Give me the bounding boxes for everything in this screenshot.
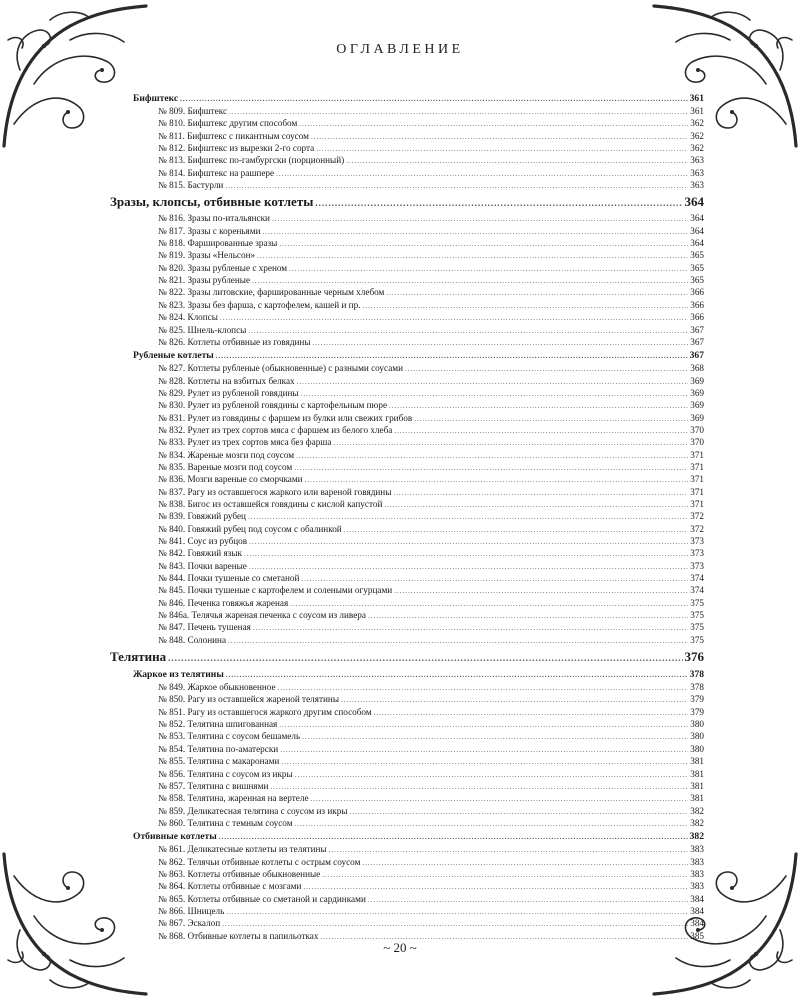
toc-entry-title: № 829. Рулет из рубленой говядины bbox=[158, 387, 299, 398]
toc-entry-page-number: 374 bbox=[690, 585, 704, 596]
dot-leader bbox=[294, 462, 688, 473]
toc-entry bbox=[110, 486, 704, 498]
toc-entry-page-number: 383 bbox=[690, 856, 704, 867]
dot-leader bbox=[263, 226, 689, 237]
toc-entry-page-number: 369 bbox=[690, 400, 704, 411]
toc-entry-page-number: 380 bbox=[690, 743, 704, 754]
dot-leader bbox=[333, 437, 688, 448]
toc-entry-title: № 818. Фаршированные зразы bbox=[158, 238, 278, 249]
toc-entry-title: № 866. Шницель bbox=[158, 905, 225, 916]
toc-entry bbox=[110, 299, 704, 311]
dot-leader bbox=[229, 106, 688, 117]
toc-entry-title: № 851. Рагу из оставшегося жаркого другим способом bbox=[158, 706, 372, 717]
toc-entry-page-number: 381 bbox=[690, 756, 704, 767]
toc-entry bbox=[110, 436, 704, 448]
dot-leader bbox=[384, 499, 688, 510]
dot-leader bbox=[222, 918, 688, 929]
toc-entry-title: № 831. Рулет из говядины с фаршем из булки или свежих грибов bbox=[158, 412, 413, 423]
toc-entry-title: № 834. Жареные мозги под соусом bbox=[158, 449, 295, 460]
dot-leader bbox=[322, 869, 688, 880]
dot-leader bbox=[394, 425, 688, 436]
dot-leader bbox=[393, 487, 688, 498]
page-title: ОГЛАВЛЕНИЕ bbox=[336, 42, 464, 57]
dot-leader bbox=[350, 806, 689, 817]
toc-entry bbox=[110, 917, 704, 929]
toc-entry-title: № 867. Эскалоп bbox=[158, 918, 221, 929]
toc-entry-title: № 817. Зразы с кореньями bbox=[158, 225, 261, 236]
toc-entry bbox=[110, 868, 704, 880]
toc-entry bbox=[110, 856, 704, 868]
toc-entry-page-number: 381 bbox=[690, 780, 704, 791]
toc-entry-page-number: 364 bbox=[690, 225, 704, 236]
toc-entry bbox=[110, 225, 704, 237]
toc-entry bbox=[110, 510, 704, 522]
toc-entry bbox=[110, 212, 704, 224]
toc-entry bbox=[110, 179, 704, 191]
toc-entry-page-number: 371 bbox=[690, 449, 704, 460]
toc-entry-title: № 811. Бифштекс с пикантным соусом bbox=[158, 130, 309, 141]
toc-entry-page-number: 382 bbox=[690, 817, 704, 828]
toc-subsection-heading bbox=[110, 349, 704, 362]
toc-entry bbox=[110, 461, 704, 473]
toc-entry-page-number: 365 bbox=[690, 250, 704, 261]
toc-entry-title: № 858. Телятина, жаренная на вертеле bbox=[158, 793, 309, 804]
dot-leader bbox=[280, 744, 688, 755]
toc-entry-title: № 861. Деликатесные котлеты из телятины bbox=[158, 844, 327, 855]
dot-leader bbox=[301, 388, 689, 399]
toc-entry-title: № 814. Бифштекс на рашпере bbox=[158, 167, 275, 178]
table-of-contents bbox=[110, 91, 704, 942]
dot-leader bbox=[295, 818, 689, 829]
toc-entry-title: № 862. Телячьи отбивные котлеты с острым соусом bbox=[158, 856, 361, 867]
toc-entry-page-number: 375 bbox=[690, 622, 704, 633]
toc-section-heading bbox=[110, 647, 704, 667]
toc-entry-title: № 848. Солонина bbox=[158, 634, 227, 645]
dot-leader bbox=[226, 669, 688, 681]
toc-entry-title: № 856. Телятина с соусом из икры bbox=[158, 768, 293, 779]
toc-entry-title: № 839. Говяжий рубец bbox=[158, 511, 246, 522]
toc-entry bbox=[110, 105, 704, 117]
toc-entry bbox=[110, 880, 704, 892]
toc-entry-page-number: 384 bbox=[690, 918, 704, 929]
dot-leader bbox=[272, 213, 688, 224]
toc-entry-title: № 830. Рулет из рубленой говядины с картофельным пюре bbox=[158, 400, 388, 411]
dot-leader bbox=[405, 363, 688, 374]
toc-entry bbox=[110, 154, 704, 166]
toc-entry bbox=[110, 130, 704, 142]
toc-entry-title: № 826. Котлеты отбивные из говядины bbox=[158, 336, 311, 347]
toc-entry bbox=[110, 905, 704, 917]
toc-entry-page-number: 384 bbox=[690, 893, 704, 904]
toc-entry-title: № 844. Почки тушеные со сметаной bbox=[158, 573, 300, 584]
dot-leader bbox=[228, 635, 688, 646]
toc-entry-page-number: 364 bbox=[690, 213, 704, 224]
toc-entry bbox=[110, 843, 704, 855]
dot-leader bbox=[279, 238, 688, 249]
dot-leader bbox=[168, 648, 682, 667]
dot-leader bbox=[281, 756, 688, 767]
toc-entry-title: № 853. Телятина с соусом бешамель bbox=[158, 731, 301, 742]
dot-leader bbox=[329, 844, 689, 855]
dot-leader bbox=[389, 400, 688, 411]
toc-entry bbox=[110, 792, 704, 804]
toc-entry bbox=[110, 449, 704, 461]
toc-entry-page-number: 362 bbox=[690, 143, 704, 154]
toc-entry-page-number: 373 bbox=[690, 548, 704, 559]
toc-entry-title: № 837. Рагу из оставшегося жаркого или вареной говядины bbox=[158, 486, 392, 497]
toc-entry-title: Жаркое из телятины bbox=[133, 669, 224, 681]
toc-entry-page-number: 374 bbox=[690, 573, 704, 584]
toc-entry-page-number: 367 bbox=[690, 324, 704, 335]
toc-entry bbox=[110, 523, 704, 535]
toc-entry-title: № 855. Телятина с макаронами bbox=[158, 756, 280, 767]
dot-leader bbox=[302, 731, 688, 742]
toc-entry-title: № 846. Печенка говяжья жареная bbox=[158, 597, 289, 608]
toc-entry-page-number: 371 bbox=[690, 461, 704, 472]
toc-entry bbox=[110, 336, 704, 348]
toc-entry-title: № 840. Говяжий рубец под соусом с обалинкой bbox=[158, 523, 342, 534]
toc-entry-page-number: 363 bbox=[690, 155, 704, 166]
dot-leader bbox=[295, 769, 689, 780]
toc-entry-title: № 849. Жаркое обыкновенное bbox=[158, 682, 276, 693]
toc-entry bbox=[110, 560, 704, 572]
toc-entry-page-number: 372 bbox=[690, 511, 704, 522]
dot-leader bbox=[180, 93, 687, 105]
toc-entry-page-number: 367 bbox=[690, 336, 704, 347]
toc-entry-page-number: 368 bbox=[690, 363, 704, 374]
toc-entry-page-number: 375 bbox=[690, 634, 704, 645]
dot-leader bbox=[216, 350, 688, 362]
toc-entry-page-number: 382 bbox=[690, 805, 704, 816]
dot-leader bbox=[368, 610, 688, 621]
toc-entry-title: № 824. Клопсы bbox=[158, 312, 218, 323]
toc-entry-title: № 850. Рагу из оставшейся жареной телятины bbox=[158, 694, 339, 705]
toc-entry bbox=[110, 706, 704, 718]
toc-entry-page-number: 365 bbox=[690, 275, 704, 286]
dot-leader bbox=[296, 450, 688, 461]
toc-entry-title: № 836. Мозги вареные со сморчками bbox=[158, 474, 303, 485]
toc-entry bbox=[110, 780, 704, 792]
toc-entry bbox=[110, 634, 704, 646]
toc-entry bbox=[110, 755, 704, 767]
toc-entry-title: № 865. Котлеты отбивные со сметаной и сардинками bbox=[158, 893, 366, 904]
dot-leader bbox=[368, 894, 688, 905]
dot-leader bbox=[290, 598, 688, 609]
dot-leader bbox=[249, 536, 688, 547]
toc-entry-page-number: 363 bbox=[690, 180, 704, 191]
toc-entry bbox=[110, 609, 704, 621]
dot-leader bbox=[248, 511, 688, 522]
dot-leader bbox=[297, 376, 689, 387]
toc-entry-page-number: 375 bbox=[690, 597, 704, 608]
toc-entry bbox=[110, 743, 704, 755]
toc-entry-page-number: 371 bbox=[690, 474, 704, 485]
toc-entry bbox=[110, 893, 704, 905]
toc-entry bbox=[110, 249, 704, 261]
toc-entry-title: № 838. Бигос из оставшейся говядины с кислой капустой bbox=[158, 498, 383, 509]
toc-entry-page-number: 384 bbox=[690, 905, 704, 916]
toc-entry-page-number: 371 bbox=[690, 498, 704, 509]
toc-entry bbox=[110, 681, 704, 693]
toc-entry bbox=[110, 237, 704, 249]
toc-entry-page-number: 361 bbox=[689, 93, 704, 104]
toc-entry bbox=[110, 621, 704, 633]
toc-entry bbox=[110, 311, 704, 323]
toc-entry-title: № 842. Говяжий язык bbox=[158, 548, 242, 559]
toc-entry bbox=[110, 817, 704, 829]
toc-entry-page-number: 370 bbox=[690, 424, 704, 435]
toc-entry-title: Зразы, клопсы, отбивные котлеты bbox=[110, 194, 314, 210]
toc-entry-page-number: 367 bbox=[689, 350, 704, 362]
toc-entry-title: № 815. Бастурли bbox=[158, 180, 224, 191]
toc-entry bbox=[110, 572, 704, 584]
toc-entry-page-number: 366 bbox=[690, 287, 704, 298]
toc-entry bbox=[110, 693, 704, 705]
toc-entry-title: № 810. Бифштекс другим способом bbox=[158, 118, 298, 129]
toc-entry-title: № 833. Рулет из трех сортов мяса без фарша bbox=[158, 437, 332, 448]
toc-entry-title: Телятина bbox=[110, 649, 167, 665]
toc-entry-title: № 859. Деликатесная телятина с соусом из икры bbox=[158, 805, 348, 816]
toc-entry bbox=[110, 387, 704, 399]
toc-entry-page-number: 379 bbox=[690, 694, 704, 705]
toc-entry bbox=[110, 473, 704, 485]
toc-entry-page-number: 383 bbox=[690, 868, 704, 879]
toc-entry-title: № 852. Телятина шпигованная bbox=[158, 719, 278, 730]
toc-entry-title: № 816. Зразы по-итальянски bbox=[158, 213, 270, 224]
toc-entry-title: Бифштекс bbox=[133, 93, 179, 104]
toc-entry-title: № 854. Телятина по-аматерски bbox=[158, 743, 279, 754]
toc-entry-page-number: 382 bbox=[689, 831, 704, 843]
toc-entry-title: № 813. Бифштекс по-гамбургски (порционный) bbox=[158, 155, 345, 166]
dot-leader bbox=[289, 263, 688, 274]
toc-entry-title: № 812. Бифштекс из вырезки 2-го сорта bbox=[158, 143, 315, 154]
toc-entry-page-number: 383 bbox=[690, 844, 704, 855]
toc-entry-page-number: 385 bbox=[690, 930, 704, 941]
toc-entry-page-number: 366 bbox=[690, 299, 704, 310]
toc-entry-page-number: 362 bbox=[690, 130, 704, 141]
toc-subsection-heading bbox=[110, 92, 704, 105]
toc-entry bbox=[110, 324, 704, 336]
toc-entry bbox=[110, 768, 704, 780]
toc-entry-page-number: 361 bbox=[690, 106, 704, 116]
toc-entry-page-number: 383 bbox=[690, 881, 704, 892]
dot-leader bbox=[414, 413, 688, 424]
toc-entry-title: № 847. Печень тушеная bbox=[158, 622, 251, 633]
toc-entry-page-number: 379 bbox=[690, 706, 704, 717]
dot-leader bbox=[301, 573, 688, 584]
dot-leader bbox=[315, 193, 682, 212]
toc-entry-page-number: 376 bbox=[684, 649, 704, 665]
toc-entry-title: № 821. Зразы рубленые bbox=[158, 275, 251, 286]
dot-leader bbox=[226, 906, 688, 917]
dot-leader bbox=[253, 622, 688, 633]
toc-entry bbox=[110, 262, 704, 274]
dot-leader bbox=[394, 585, 688, 596]
toc-entry bbox=[110, 718, 704, 730]
toc-entry bbox=[110, 274, 704, 286]
toc-entry bbox=[110, 362, 704, 374]
toc-entry bbox=[110, 547, 704, 559]
toc-entry-title: № 857. Телятина с вишнями bbox=[158, 780, 269, 791]
toc-entry-page-number: 380 bbox=[690, 719, 704, 730]
toc-entry-title: № 825. Шнель-клопсы bbox=[158, 324, 247, 335]
dot-leader bbox=[374, 707, 689, 718]
toc-entry-title: № 846а. Телячья жареная печенка с соусом из ливера bbox=[158, 610, 366, 621]
toc-entry-title: № 863. Котлеты отбивные обыкновенные bbox=[158, 868, 321, 879]
toc-entry-title: № 864. Котлеты отбивные с мозгами bbox=[158, 881, 302, 892]
toc-entry-title: № 823. Зразы без фарша, с картофелем, кашей и пр. bbox=[158, 299, 361, 310]
dot-leader bbox=[279, 719, 688, 730]
toc-entry-title: № 819. Зразы «Нельсон» bbox=[158, 250, 256, 261]
toc-entry-title: № 845. Почки тушеные с картофелем и солеными огурцами bbox=[158, 585, 393, 596]
dot-leader bbox=[257, 250, 688, 261]
toc-entry-page-number: 370 bbox=[690, 437, 704, 448]
dot-leader bbox=[341, 694, 688, 705]
toc-entry-page-number: 366 bbox=[690, 312, 704, 323]
dot-leader bbox=[346, 155, 688, 166]
toc-entry-title: № 828. Котлеты на взбитых белках bbox=[158, 375, 295, 386]
toc-entry-page-number: 380 bbox=[690, 731, 704, 742]
toc-entry-title: № 860. Телятина с темным соусом bbox=[158, 817, 293, 828]
toc-entry-page-number: 373 bbox=[690, 536, 704, 546]
toc-entry-page-number: 381 bbox=[690, 768, 704, 779]
dot-leader bbox=[219, 831, 688, 843]
toc-entry bbox=[110, 597, 704, 609]
toc-entry bbox=[110, 167, 704, 179]
toc-subsection-heading bbox=[110, 668, 704, 681]
dot-leader bbox=[303, 881, 688, 892]
dot-leader bbox=[278, 682, 689, 693]
dot-leader bbox=[249, 561, 688, 572]
toc-entry-title: № 841. Соус из рубцов bbox=[158, 536, 248, 546]
toc-entry bbox=[110, 535, 704, 547]
toc-entry bbox=[110, 424, 704, 436]
toc-entry-title: Отбивные котлеты bbox=[133, 831, 217, 843]
dot-leader bbox=[305, 474, 689, 485]
dot-leader bbox=[386, 287, 688, 298]
toc-entry bbox=[110, 805, 704, 817]
toc-entry bbox=[110, 730, 704, 742]
dot-leader bbox=[244, 548, 688, 559]
toc-section-heading bbox=[110, 192, 704, 212]
toc-entry bbox=[110, 584, 704, 596]
dot-leader bbox=[270, 781, 688, 792]
toc-entry-title: № 832. Рулет из трех сортов мяса с фаршем из белого хлеба bbox=[158, 424, 393, 435]
toc-entry-page-number: 369 bbox=[690, 387, 704, 398]
dot-leader bbox=[299, 118, 688, 129]
toc-entry-title: № 868. Отбивные котлеты в папильотках bbox=[158, 930, 319, 941]
toc-entry-page-number: 365 bbox=[690, 262, 704, 273]
toc-entry-page-number: 364 bbox=[684, 194, 704, 210]
toc-entry-title: № 822. Зразы литовские, фаршированные черным хлебом bbox=[158, 287, 385, 298]
toc-entry-page-number: 375 bbox=[690, 610, 704, 621]
toc-entry-page-number: 362 bbox=[690, 118, 704, 129]
dot-leader bbox=[362, 857, 688, 868]
toc-entry-title: № 843. Почки вареные bbox=[158, 560, 247, 571]
toc-entry bbox=[110, 117, 704, 129]
toc-entry-page-number: 371 bbox=[690, 486, 704, 497]
toc-entry-title: Рубленые котлеты bbox=[133, 350, 214, 362]
toc-entry-page-number: 369 bbox=[690, 375, 704, 386]
dot-leader bbox=[362, 300, 688, 311]
dot-leader bbox=[248, 325, 688, 336]
toc-entry-title: № 820. Зразы рубленые с хреном bbox=[158, 262, 288, 273]
toc-entry bbox=[110, 142, 704, 154]
toc-entry bbox=[110, 375, 704, 387]
toc-entry bbox=[110, 498, 704, 510]
dot-leader bbox=[311, 793, 689, 804]
toc-entry-page-number: 373 bbox=[690, 560, 704, 571]
dot-leader bbox=[276, 168, 688, 179]
toc-subsection-heading bbox=[110, 830, 704, 843]
toc-entry-page-number: 369 bbox=[690, 412, 704, 423]
toc-entry-page-number: 378 bbox=[689, 669, 704, 681]
toc-entry-title: № 827. Котлеты рубленые (обыкновенные) с разными соусами bbox=[158, 363, 404, 374]
toc-entry-title: № 809. Бифштекс bbox=[158, 106, 228, 116]
toc-entry bbox=[110, 399, 704, 411]
toc-entry bbox=[110, 286, 704, 298]
dot-leader bbox=[344, 524, 689, 535]
toc-entry-page-number: 378 bbox=[690, 682, 704, 693]
dot-leader bbox=[316, 143, 688, 154]
dot-leader bbox=[311, 131, 688, 142]
dot-leader bbox=[313, 337, 689, 348]
toc-entry bbox=[110, 412, 704, 424]
dot-leader bbox=[220, 312, 688, 323]
page-number: ~ 20 ~ bbox=[383, 940, 417, 955]
toc-entry-page-number: 363 bbox=[690, 167, 704, 178]
toc-entry-page-number: 381 bbox=[690, 793, 704, 804]
toc-entry-page-number: 364 bbox=[690, 238, 704, 249]
dot-leader bbox=[252, 275, 688, 286]
toc-entry-title: № 835. Вареные мозги под соусом bbox=[158, 461, 293, 472]
toc-entry-page-number: 372 bbox=[690, 523, 704, 534]
dot-leader bbox=[225, 180, 688, 191]
